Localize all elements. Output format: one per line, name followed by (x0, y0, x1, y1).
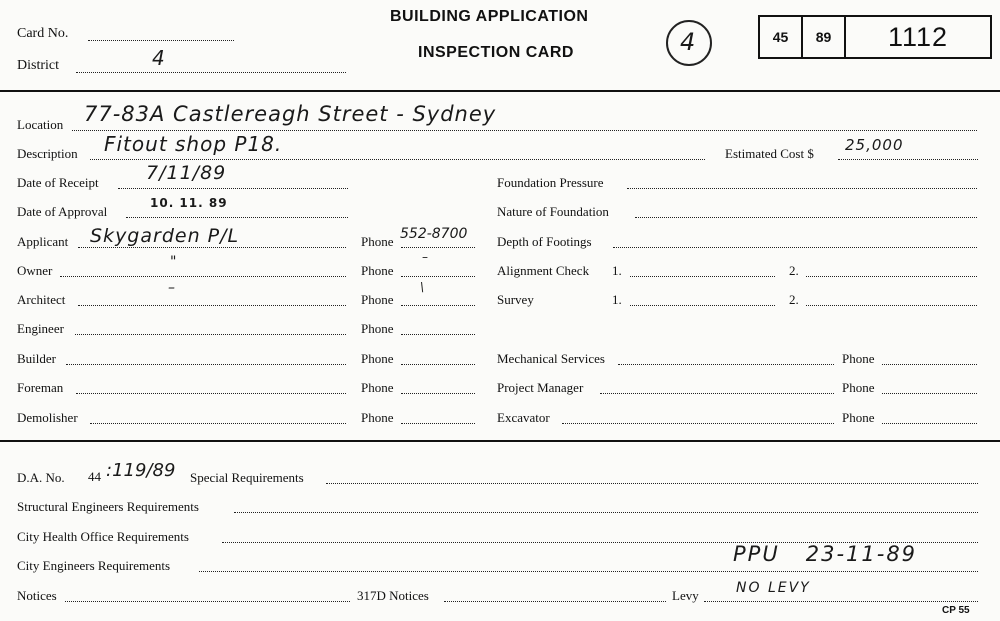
survey-label: Survey (497, 292, 534, 307)
header-divider (0, 90, 1000, 92)
builder-phone-label: Phone (361, 351, 394, 366)
date-of-receipt-value: 7/11/89 (146, 162, 227, 184)
project-manager-label: Project Manager (497, 380, 584, 395)
foundation-pressure-label: Foundation Pressure (497, 175, 604, 190)
owner-label: Owner (17, 263, 53, 278)
box-num-2: 89 (815, 29, 832, 45)
levy-field[interactable] (704, 601, 978, 602)
structural-engineers-field[interactable] (234, 512, 978, 513)
da-no-printed: 44 (88, 469, 101, 484)
architect-phone-value: \ (420, 280, 426, 294)
city-engineers-field[interactable] (199, 571, 978, 572)
applicant-phone-label: Phone (361, 234, 394, 249)
foreman-phone-field[interactable] (401, 393, 475, 394)
foreman-phone-label: Phone (361, 380, 394, 395)
owner-phone-value: – (422, 250, 429, 264)
special-requirements-label: Special Requirements (190, 470, 304, 485)
estimated-cost-label: Estimated Cost $ (725, 146, 814, 161)
description-label: Description (17, 146, 78, 161)
applicant-phone-value: 552-8700 (400, 226, 468, 242)
nature-of-foundation-field[interactable] (635, 217, 977, 218)
builder-field[interactable] (66, 364, 346, 365)
city-health-label: City Health Office Requirements (17, 529, 189, 544)
excavator-field[interactable] (562, 423, 834, 424)
depth-of-footings-label: Depth of Footings (497, 234, 592, 249)
architect-phone-label: Phone (361, 292, 394, 307)
excavator-phone-field[interactable] (882, 423, 977, 424)
card-number-box (758, 15, 992, 59)
foundation-pressure-field[interactable] (627, 188, 977, 189)
alignment-check-2-label: 2. (789, 263, 799, 278)
special-requirements-field[interactable] (326, 483, 978, 484)
section-divider (0, 440, 1000, 442)
notices-label: Notices (17, 588, 57, 603)
form-code: CP 55 (942, 605, 970, 616)
circled-number-value: 4 (680, 28, 697, 56)
architect-value: – (168, 280, 176, 296)
depth-of-footings-field[interactable] (613, 247, 977, 248)
box-num-3: 1112 (887, 22, 949, 52)
alignment-check-1-label: 1. (612, 263, 622, 278)
architect-label: Architect (17, 292, 66, 307)
survey-2-label: 2. (789, 292, 799, 307)
alignment-check-2-field[interactable] (806, 276, 977, 277)
district-label: District (17, 58, 59, 73)
district-field[interactable] (76, 72, 346, 73)
engineer-phone-label: Phone (361, 321, 394, 336)
excavator-label: Excavator (497, 410, 550, 425)
da-no-value: :119/89 (106, 460, 176, 481)
notices-317d-field[interactable] (444, 601, 666, 602)
card-no-field[interactable] (88, 40, 234, 41)
mechanical-services-phone-field[interactable] (882, 364, 977, 365)
notices-317d-label: 317D Notices (357, 588, 429, 603)
survey-1-label: 1. (612, 292, 622, 307)
demolisher-phone-field[interactable] (401, 423, 475, 424)
structural-engineers-label: Structural Engineers Requirements (17, 499, 199, 514)
architect-field[interactable] (78, 305, 346, 306)
title-line2: INSPECTION CARD (418, 44, 574, 61)
date-of-receipt-label: Date of Receipt (17, 175, 99, 190)
city-engineers-value: PPU 23-11-89 (733, 542, 918, 566)
builder-phone-field[interactable] (401, 364, 475, 365)
date-of-approval-value: 10. 11. 89 (150, 196, 228, 210)
demolisher-phone-label: Phone (361, 410, 394, 425)
survey-1-field[interactable] (630, 305, 775, 306)
owner-phone-label: Phone (361, 263, 394, 278)
demolisher-field[interactable] (90, 423, 346, 424)
owner-phone-field[interactable] (401, 276, 475, 277)
location-field[interactable] (72, 130, 977, 131)
owner-field[interactable] (60, 276, 346, 277)
city-engineers-label: City Engineers Requirements (17, 558, 171, 573)
demolisher-label: Demolisher (17, 410, 78, 425)
da-no-label: D.A. No. (17, 470, 65, 485)
mechanical-services-label: Mechanical Services (497, 351, 605, 366)
notices-field[interactable] (65, 601, 350, 602)
card-no-label: Card No. (17, 26, 69, 41)
owner-value: " (170, 254, 178, 270)
excavator-phone-label: Phone (842, 410, 875, 425)
title-line1: BUILDING APPLICATION (390, 8, 589, 25)
description-value: Fitout shop P18. (104, 132, 283, 156)
alignment-check-label: Alignment Check (497, 263, 590, 278)
estimated-cost-field[interactable] (838, 159, 978, 160)
location-value: 77-83A Castlereagh Street - Sydney (84, 102, 497, 126)
date-of-approval-field[interactable] (126, 217, 348, 218)
foreman-label: Foreman (17, 380, 64, 395)
description-field[interactable] (90, 159, 705, 160)
levy-value: NO LEVY (736, 580, 811, 596)
foreman-field[interactable] (76, 393, 346, 394)
date-of-approval-label: Date of Approval (17, 204, 108, 219)
builder-label: Builder (17, 351, 56, 366)
applicant-value: Skygarden P/L (90, 225, 240, 247)
project-manager-phone-label: Phone (842, 380, 875, 395)
levy-label: Levy (672, 588, 699, 603)
project-manager-phone-field[interactable] (882, 393, 977, 394)
engineer-phone-field[interactable] (401, 334, 475, 335)
project-manager-field[interactable] (600, 393, 834, 394)
survey-2-field[interactable] (806, 305, 977, 306)
box-num-1: 45 (772, 29, 789, 45)
nature-of-foundation-label: Nature of Foundation (497, 204, 609, 219)
engineer-field[interactable] (75, 334, 346, 335)
architect-phone-field[interactable] (401, 305, 475, 306)
applicant-label: Applicant (17, 234, 69, 249)
district-value: 4 (152, 46, 166, 70)
applicant-field[interactable] (78, 247, 346, 248)
circled-number (666, 20, 712, 66)
alignment-check-1-field[interactable] (630, 276, 775, 277)
estimated-cost-value: 25,000 (845, 136, 904, 154)
engineer-label: Engineer (17, 321, 64, 336)
location-label: Location (17, 117, 64, 132)
date-of-receipt-field[interactable] (118, 188, 348, 189)
mechanical-services-phone-label: Phone (842, 351, 875, 366)
mechanical-services-field[interactable] (618, 364, 834, 365)
applicant-phone-field[interactable] (401, 247, 475, 248)
